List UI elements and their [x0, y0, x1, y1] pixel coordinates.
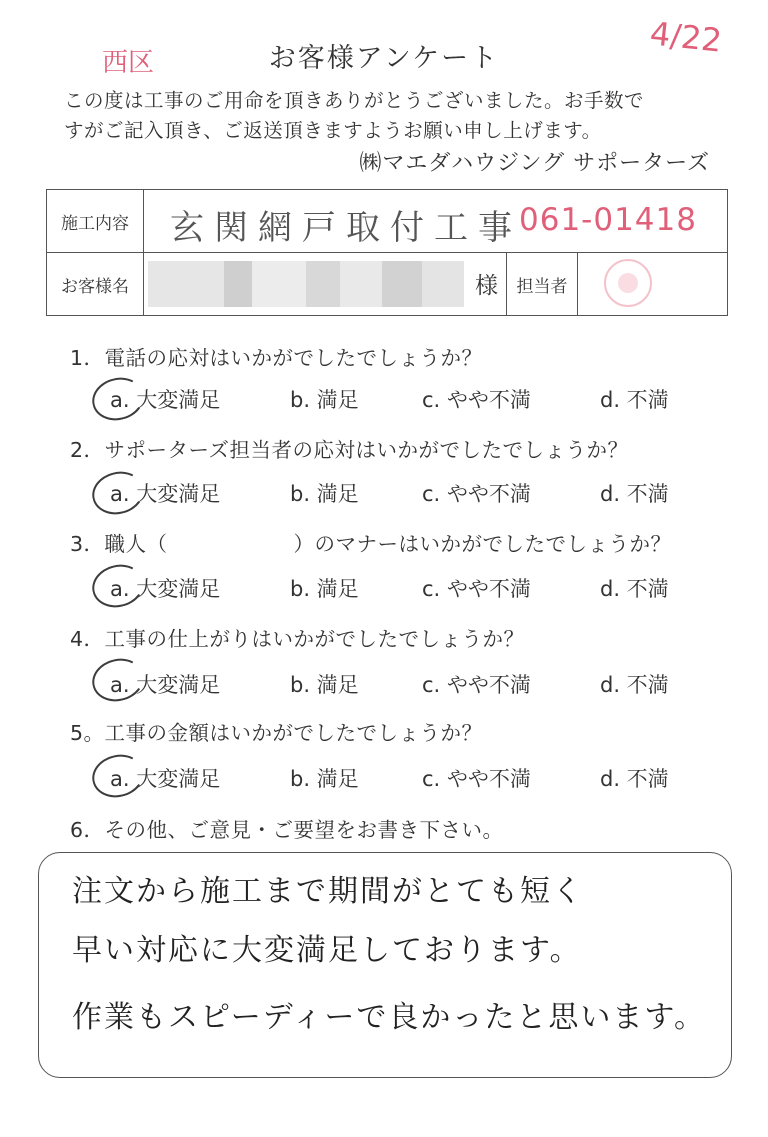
intro-text: [64, 86, 744, 146]
question-1: 1．電話の応対はいかがでしたでしょうか？: [70, 346, 483, 370]
option-b[interactable]: b. 満足: [290, 482, 359, 506]
option-c[interactable]: c. やや不満: [422, 767, 531, 791]
option-c[interactable]: c. やや不満: [422, 577, 531, 601]
redaction-block: [148, 261, 224, 307]
intro-line-1: この度は工事のご用命を頂きありがとうございました。お手数で: [64, 89, 645, 112]
option-c[interactable]: c. やや不満: [422, 388, 531, 412]
comment-line-1: 注文から施工まで期間がとても短く: [72, 874, 584, 909]
work-cell: [144, 190, 728, 253]
question-6: 6．その他、ご意見・ご要望をお書き下さい。: [70, 818, 504, 842]
redaction-block: [306, 261, 340, 307]
option-a[interactable]: a. 大変満足: [110, 577, 221, 601]
work-label: 施工内容: [47, 190, 144, 253]
work-number: 061-01418: [519, 202, 697, 238]
customer-suffix: 様: [475, 273, 498, 299]
question-5: 5。工事の金額はいかがでしたでしょうか？: [70, 721, 483, 745]
option-b[interactable]: b. 満足: [290, 388, 359, 412]
option-d[interactable]: d. 不満: [600, 767, 669, 791]
customer-label: お客様名: [47, 253, 144, 316]
work-value: 玄関網戸取付工事: [170, 208, 522, 248]
redaction-block: [382, 261, 422, 307]
redaction-block: [340, 261, 382, 307]
region-note: 西区: [102, 48, 155, 78]
intro-line-2: すがご記入頂き、ご返送頂きますようお願い申し上げます。: [64, 119, 602, 142]
redaction-block: [224, 261, 252, 307]
survey-title: お客様アンケート: [268, 43, 500, 74]
date-note: 4/22: [648, 14, 724, 60]
option-a[interactable]: a. 大変満足: [110, 482, 221, 506]
option-b[interactable]: b. 満足: [290, 767, 359, 791]
company-name: ㈱マエダハウジング サポーターズ: [359, 151, 710, 176]
option-d[interactable]: d. 不満: [600, 482, 669, 506]
comment-line-2: 早い対応に大変満足しております。: [72, 933, 582, 968]
option-d[interactable]: d. 不満: [600, 388, 669, 412]
staff-label: 担当者: [507, 253, 578, 316]
customer-name-cell: [144, 253, 507, 316]
option-b[interactable]: b. 満足: [290, 673, 359, 697]
option-c[interactable]: c. やや不満: [422, 482, 531, 506]
option-a[interactable]: a. 大変満足: [110, 388, 221, 412]
staff-stamp: [604, 259, 652, 307]
option-b[interactable]: b. 満足: [290, 577, 359, 601]
option-c[interactable]: c. やや不満: [422, 673, 531, 697]
question-2: 2．サポーターズ担当者の応対はいかがでしたでしょうか？: [70, 438, 629, 462]
info-table: [46, 189, 728, 316]
option-d[interactable]: d. 不満: [600, 577, 669, 601]
redaction-block: [422, 261, 464, 307]
option-a[interactable]: a. 大変満足: [110, 673, 221, 697]
staff-stamp-cell: [578, 253, 728, 316]
option-d[interactable]: d. 不満: [600, 673, 669, 697]
comment-line-3: 作業もスピーディーで良かったと思います。: [72, 1000, 706, 1035]
option-a[interactable]: a. 大変満足: [110, 767, 221, 791]
question-4: 4．工事の仕上がりはいかがでしたでしょうか？: [70, 627, 525, 651]
question-3: 3．職人（ ）のマナーはいかがでしたでしょうか？: [70, 532, 672, 556]
redaction-block: [252, 261, 306, 307]
